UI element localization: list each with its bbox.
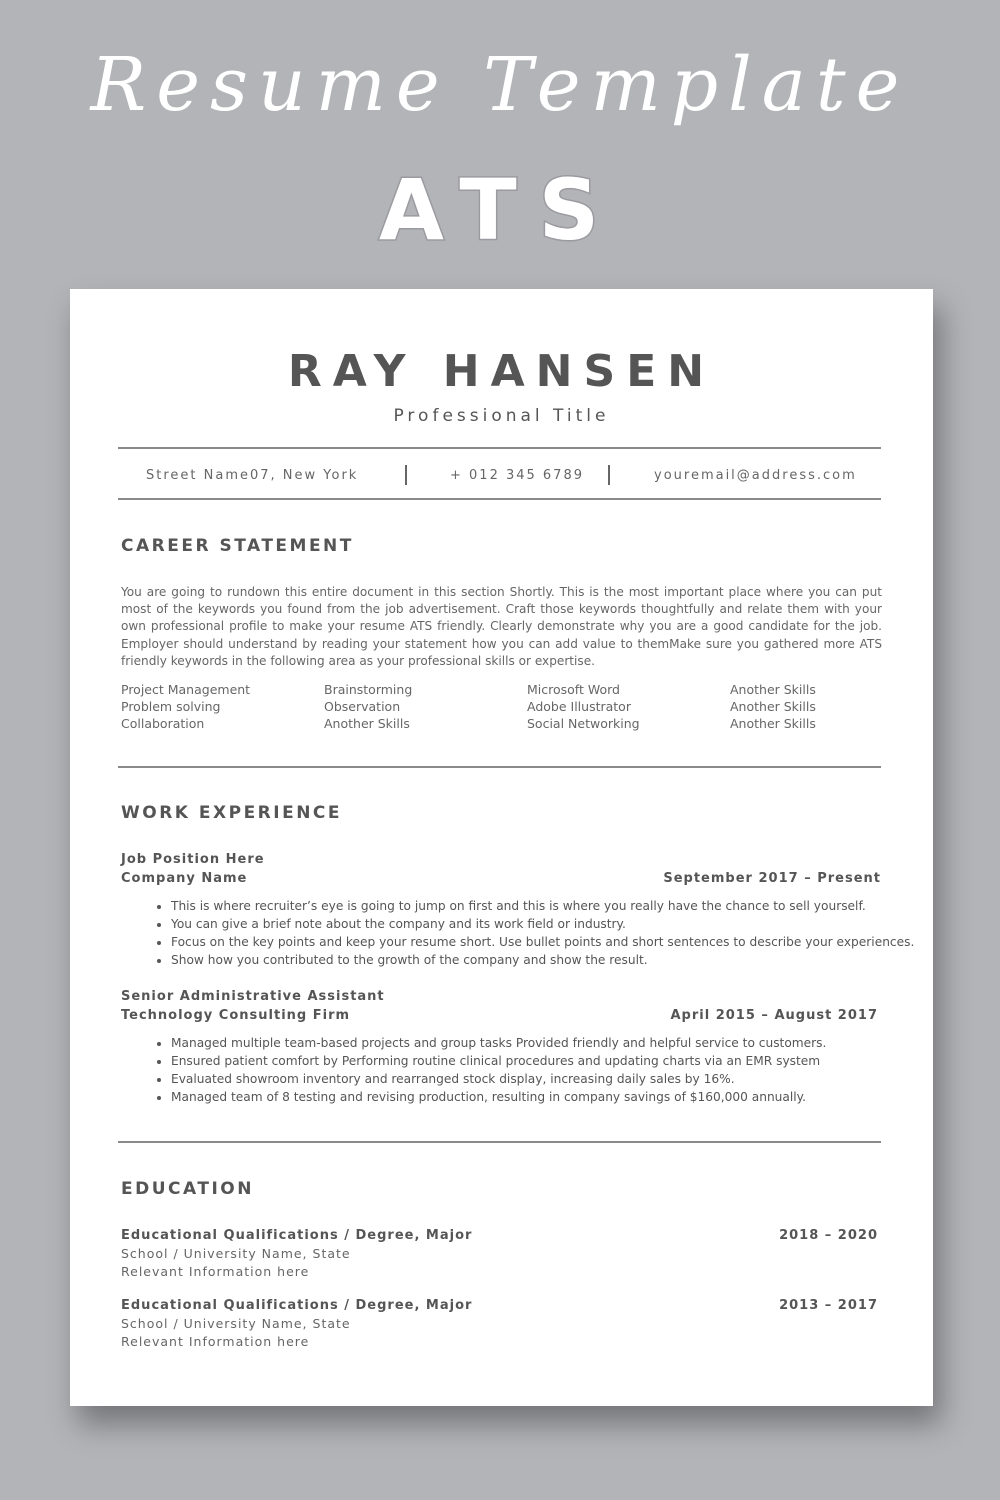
contact-separator bbox=[608, 465, 610, 485]
job-bullets bbox=[121, 897, 941, 969]
skill-item: Project Management bbox=[121, 682, 251, 697]
skill-item: Observation bbox=[324, 699, 401, 714]
job-bullet: • Focus on the key points and keep your resume short. Use bullet points and short sentences to describe your experiences. bbox=[171, 933, 941, 951]
job-bullets bbox=[121, 1034, 941, 1106]
work-experience-heading: WORK EXPERIENCE bbox=[121, 803, 343, 823]
skill-item: Social Networking bbox=[527, 716, 640, 731]
divider-top bbox=[118, 447, 881, 449]
skill-item: Another Skills bbox=[730, 716, 816, 731]
education-dates: 2013 – 2017 bbox=[779, 1298, 878, 1313]
education-school: School / University Name, State bbox=[121, 1316, 351, 1331]
skill-item: Another Skills bbox=[324, 716, 410, 731]
job-position: Senior Administrative Assistant bbox=[121, 989, 385, 1004]
job-bullet: • Evaluated showroom inventory and rearranged stock display, increasing daily sales by 16%. bbox=[171, 1070, 941, 1088]
skill-item: Problem solving bbox=[121, 699, 221, 714]
education-degree: Educational Qualifications / Degree, Major bbox=[121, 1228, 473, 1243]
job-bullet: • Managed team of 8 testing and revising production, resulting in company savings of $160,000 annually. bbox=[171, 1088, 941, 1106]
divider-contact bbox=[118, 498, 881, 500]
education-degree: Educational Qualifications / Degree, Major bbox=[121, 1298, 473, 1313]
education-info: Relevant Information here bbox=[121, 1264, 310, 1279]
contact-email: youremail@address.com bbox=[654, 468, 857, 483]
skill-item: Brainstorming bbox=[324, 682, 413, 697]
education-dates: 2018 – 2020 bbox=[779, 1228, 878, 1243]
professional-title: Professional Title bbox=[393, 406, 610, 426]
education-heading: EDUCATION bbox=[121, 1179, 254, 1199]
banner-title: Resume Template bbox=[90, 42, 910, 128]
job-bullet: • Show how you contributed to the growth of the company and show the result. bbox=[171, 951, 941, 969]
candidate-name: RAY HANSEN bbox=[287, 346, 716, 397]
job-position: Job Position Here bbox=[121, 852, 265, 867]
job-company: Company Name bbox=[121, 871, 248, 886]
resume-page bbox=[70, 289, 933, 1406]
job-dates: April 2015 – August 2017 bbox=[670, 1008, 878, 1023]
contact-separator bbox=[405, 465, 407, 485]
skill-item: Microsoft Word bbox=[527, 682, 620, 697]
job-dates: September 2017 – Present bbox=[663, 871, 881, 886]
banner-subtitle: ATS bbox=[378, 161, 622, 259]
skill-item: Collaboration bbox=[121, 716, 205, 731]
job-bullet: • Managed multiple team-based projects and group tasks Provided friendly and helpful service to customers. bbox=[171, 1034, 941, 1052]
job-company: Technology Consulting Firm bbox=[121, 1008, 351, 1023]
contact-phone: + 012 345 6789 bbox=[450, 468, 584, 483]
job-bullet: • You can give a brief note about the company and its work field or industry. bbox=[171, 915, 941, 933]
job-bullet: • Ensured patient comfort by Performing routine clinical procedures and updating charts via an EMR system bbox=[171, 1052, 941, 1070]
skill-item: Another Skills bbox=[730, 699, 816, 714]
education-school: School / University Name, State bbox=[121, 1246, 351, 1261]
divider-career bbox=[118, 766, 881, 768]
career-summary: You are going to rundown this entire document in this section Shortly. This is the most important place where you can put most of the keywords you found from the job advertisement. Craft those keywords thoughtfully and relate them with your own professional profile to make your resume ATS friendly. Clearly demonstrate why you are a good candidate for the job. Employer should understand by reading your statement how you can add value to themMake sure you gathered more ATS friendly keywords in the following area as your professional skills or expertise. bbox=[121, 585, 882, 668]
career-statement-heading: CAREER STATEMENT bbox=[121, 536, 354, 556]
divider-work bbox=[118, 1141, 881, 1143]
job-bullet: • This is where recruiter’s eye is going to jump on first and this is where you really have the chance to sell yourself. bbox=[171, 897, 941, 915]
contact-address: Street Name07, New York bbox=[146, 468, 359, 483]
skill-item: Another Skills bbox=[730, 682, 816, 697]
education-info: Relevant Information here bbox=[121, 1334, 310, 1349]
skill-item: Adobe Illustrator bbox=[527, 699, 631, 714]
